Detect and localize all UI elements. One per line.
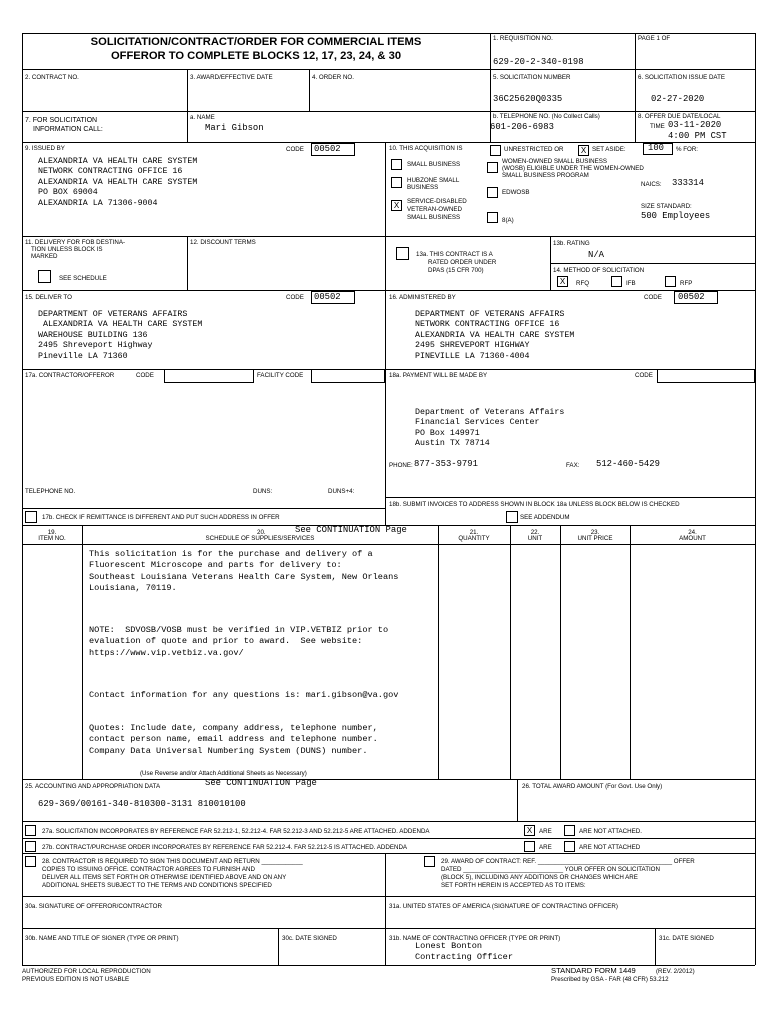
- page-label: PAGE 1 OF: [638, 35, 671, 42]
- rule: [22, 821, 755, 822]
- rfp-text: RFP: [680, 280, 693, 287]
- 27a-are-checkbox[interactable]: X: [524, 825, 535, 836]
- payment-phone-label: PHONE:: [389, 462, 413, 469]
- rule: [22, 853, 755, 854]
- set-aside-checkbox[interactable]: X: [578, 145, 589, 156]
- offer-due-time-label: TIME: [650, 123, 665, 130]
- rule: [22, 69, 755, 70]
- rule: [187, 69, 188, 111]
- deliver-to-code-label: CODE: [286, 294, 304, 301]
- rule: [630, 525, 631, 779]
- footer-prescribed: Prescribed by GSA - FAR (48 CFR) 53.212: [551, 976, 669, 983]
- accounting-continuation: See CONTINUATION Page: [205, 778, 317, 788]
- rule: [385, 497, 755, 498]
- administered-by-address: DEPARTMENT OF VETERANS AFFAIRS NETWORK CONTRACTING OFFICE 16 ALEXANDRIA VA HEALTH CARE SYSTEM 2495 SHREVEPORT HIGHWAY PINEVILLE LA 71360-4004: [415, 310, 575, 361]
- 28-line2: COPIES TO ISSUING OFFICE. CONTRACTOR AGREES TO FURNISH AND: [42, 866, 255, 873]
- solicitation-number-value[interactable]: 36C25620Q0335: [493, 94, 563, 104]
- payment-phone-value: 877-353-9791: [414, 459, 478, 469]
- rule: [309, 69, 310, 111]
- footer-previous-edition: PREVIOUS EDITION IS NOT USABLE: [22, 976, 130, 983]
- payment-code-label: CODE: [635, 372, 653, 379]
- offer-due-time-value[interactable]: 4:00 PM CST: [668, 131, 727, 141]
- 27b-are-not-text: ARE NOT ATTACHED: [579, 844, 641, 851]
- 27a-checkbox[interactable]: [25, 825, 36, 836]
- small-business-text: SMALL BUSINESS: [407, 161, 461, 168]
- fob-label-1: 11. DELIVERY FOR FOB DESTINA-: [25, 239, 126, 246]
- unrestricted-text: UNRESTRICTED OR: [504, 146, 564, 153]
- 27a-are-not-checkbox[interactable]: [564, 825, 575, 836]
- issue-date-value[interactable]: 02-27-2020: [651, 94, 705, 104]
- hubzone-text-2: BUSINESS: [407, 184, 439, 191]
- offer-due-label: 8. OFFER DUE DATE/LOCAL: [638, 113, 721, 120]
- size-standard-value[interactable]: 500 Employees: [641, 211, 711, 221]
- wosb-text-1: WOMEN-OWNED SMALL BUSINESS: [502, 158, 607, 165]
- rule: [22, 508, 385, 509]
- issued-by-address: ALEXANDRIA VA HEALTH CARE SYSTEM NETWORK CONTRACTING OFFICE 16 ALEXANDRIA VA HEALTH CARE SYSTEM PO BOX 69004 ALEXANDRIA LA 71306-9004: [38, 157, 198, 208]
- order-no-label: 4. ORDER NO.: [312, 74, 354, 81]
- size-standard-label: SIZE STANDARD:: [641, 203, 692, 210]
- contract-no-label: 2. CONTRACT NO.: [25, 74, 79, 81]
- see-schedule-checkbox[interactable]: [38, 270, 51, 283]
- rule: [560, 525, 561, 779]
- rule: [385, 853, 386, 965]
- rule: [385, 369, 386, 525]
- rule: [438, 525, 439, 779]
- payment-fax-label: FAX:: [566, 462, 580, 469]
- 27b-label: 27b. CONTRACT/PURCHASE ORDER INCORPORATES BY REFERENCE FAR 52.212-4. FAR 52.212-5 IS ATTACHED. ADDENDA: [42, 844, 408, 851]
- rule: [22, 896, 755, 897]
- col-unit-num: 22.: [530, 529, 540, 536]
- rule: [385, 236, 755, 237]
- addendum-checkbox[interactable]: [506, 511, 518, 523]
- col-unit-price-num: 23.: [590, 529, 600, 536]
- 29-checkbox[interactable]: [424, 856, 435, 867]
- 27a-label: 27a. SOLICITATION INCORPORATES BY REFERENCE FAR 52.212-1, 52.212-4. FAR 52.212-3 AND 52.212-5 ARE ATTACHED. ADDENDA: [42, 828, 430, 835]
- payment-code-box[interactable]: [657, 369, 755, 383]
- officer-name-label: 31b. NAME OF CONTRACTING OFFICER (TYPE OR PRINT): [389, 935, 561, 942]
- small-business-checkbox[interactable]: [391, 159, 402, 170]
- addendum-text: SEE ADDENDUM: [520, 514, 570, 521]
- col-item-label: ITEM NO.: [38, 535, 66, 542]
- rule: [517, 779, 518, 821]
- contractor-code-label: CODE: [136, 372, 154, 379]
- 28-line3: DELIVER ALL ITEMS SET FORTH OR OTHERWISE IDENTIFIED ABOVE AND ON ANY: [42, 874, 287, 881]
- edwosb-text: EDWOSB: [502, 189, 530, 196]
- rule: [385, 290, 386, 369]
- wosb-checkbox[interactable]: [487, 162, 498, 173]
- 29-line2: DATED _____________________________ YOUR OFFER ON SOLICITATION: [441, 866, 660, 873]
- invoice-label: 18b. SUBMIT INVOICES TO ADDRESS SHOWN IN BLOCK 18a UNLESS BLOCK BELOW IS CHECKED: [389, 501, 680, 508]
- us-signature-label: 31a. UNITED STATES OF AMERICA (SIGNATURE OF CONTRACTING OFFICER): [389, 903, 618, 910]
- rfq-text: RFQ: [576, 280, 590, 287]
- rule: [22, 779, 755, 780]
- rule: [22, 965, 755, 966]
- issued-by-label: 9. ISSUED BY: [25, 145, 65, 152]
- offeror-signature-label: 30a. SIGNATURE OF OFFEROR/CONTRACTOR: [25, 903, 162, 910]
- issue-date-label: 6. SOLICITATION ISSUE DATE: [638, 74, 725, 81]
- fob-label-2: TION UNLESS BLOCK IS: [31, 246, 103, 253]
- administered-by-code-value: 00502: [678, 292, 705, 302]
- wosb-text-2: (WOSB) ELIGIBLE UNDER THE WOMEN-OWNED: [502, 165, 644, 172]
- unrestricted-checkbox[interactable]: [490, 145, 501, 156]
- deliver-to-label: 15. DELIVER TO: [25, 294, 72, 301]
- issued-by-code-value: 00502: [314, 144, 341, 154]
- col-schedule-num: 20.: [257, 529, 266, 536]
- discount-terms-label: 12. DISCOUNT TERMS: [190, 239, 256, 246]
- rule: [22, 33, 755, 34]
- eight-a-checkbox[interactable]: [487, 212, 498, 223]
- rfq-checkbox[interactable]: X: [557, 276, 568, 287]
- hubzone-text-1: HUBZONE SMALL: [407, 177, 460, 184]
- rule: [22, 33, 23, 965]
- schedule-paragraph-2: NOTE: SDVOSB/VOSB must be verified in VIP.VETBIZ prior to evaluation of quote and prior to award. See website: https://www.vip.vetbiz.va.gov/: [89, 625, 389, 658]
- duns4-label: DUNS+4:: [328, 488, 355, 495]
- telephone-label: b. TELEPHONE NO. (No Collect Calls): [493, 113, 600, 120]
- 28-line4: ADDITIONAL SHEETS SUBJECT TO THE TERMS AND CONDITIONS SPECIFIED: [42, 882, 272, 889]
- offeror-date-label: 30c. DATE SIGNED: [282, 935, 337, 942]
- total-award-label: 26. TOTAL AWARD AMOUNT (For Govt. Use Only): [522, 783, 663, 790]
- contractor-telephone-label: TELEPHONE NO.: [25, 488, 76, 495]
- schedule-footnote: (Use Reverse and/or Attach Additional Sheets as Necessary): [140, 770, 307, 777]
- col-quantity-label: QUANTITY: [458, 535, 490, 542]
- col-unit-label: UNIT: [527, 535, 543, 542]
- 27b-are-not-checkbox[interactable]: [564, 841, 575, 852]
- offer-due-date-value[interactable]: 03-11-2020: [668, 120, 722, 130]
- administered-by-label: 16. ADMINISTERED BY: [389, 294, 456, 301]
- info-call-label-1: 7. FOR SOLICITATION: [25, 117, 98, 124]
- rating-label: 13b. RATING: [553, 240, 590, 247]
- duns-label: DUNS:: [253, 488, 273, 495]
- form-title-line2: OFFEROR TO COMPLETE BLOCKS 12, 17, 23, 24, & 30: [110, 50, 402, 62]
- requisition-label: 1. REQUISITION NO.: [493, 35, 553, 42]
- wosb-text-3: SMALL BUSINESS PROGRAM: [502, 172, 589, 179]
- edwosb-checkbox[interactable]: [487, 187, 498, 198]
- schedule-paragraph-1: This solicitation is for the purchase and delivery of a Fluorescent Microscope and parts for delivery to: Southeast Louisiana Veterans Health Care System, New Orleans Louisiana, 70119.: [89, 549, 399, 594]
- solicitation-number-label: 5. SOLICITATION NUMBER: [493, 74, 571, 81]
- col-schedule-label: SCHEDULE OF SUPPLIES/SERVICES: [205, 535, 315, 542]
- rule: [510, 525, 511, 779]
- info-call-label-2: INFORMATION CALL:: [33, 126, 103, 133]
- col-schedule-continuation: See CONTINUATION Page: [295, 525, 407, 535]
- administered-by-code-label: CODE: [644, 294, 662, 301]
- payment-address: Department of Veterans Affairs Financial Services Center PO Box 149971 Austin TX 78714: [415, 408, 565, 449]
- col-quantity-num: 21.: [469, 529, 479, 536]
- form-title-line1: SOLICITATION/CONTRACT/ORDER FOR COMMERCIAL ITEMS: [90, 36, 422, 48]
- payment-fax-value: 512-460-5429: [596, 459, 660, 469]
- rated-order-label-3: DPAS (15 CFR 700): [428, 267, 484, 274]
- contact-name-value[interactable]: Mari Gibson: [205, 123, 264, 133]
- facility-code-label: FACILITY CODE: [257, 372, 304, 379]
- 29-line3: (BLOCK 5), INCLUDING ANY ADDITIONS OR CHANGES WHICH ARE: [441, 874, 638, 881]
- 27b-are-checkbox[interactable]: [524, 841, 535, 852]
- percent-for-text: % FOR:: [676, 146, 699, 153]
- remittance-checkbox[interactable]: [25, 511, 37, 523]
- accounting-value[interactable]: 629-369/00161-340-810300-3131 810010100: [38, 799, 246, 809]
- award-date-label: 3. AWARD/EFFECTIVE DATE: [190, 74, 273, 81]
- telephone-value[interactable]: 601-206-6983: [490, 122, 554, 132]
- name-label: a. NAME: [190, 114, 215, 121]
- rating-value[interactable]: N/A: [588, 250, 604, 260]
- rule: [22, 290, 755, 291]
- payment-label: 18a. PAYMENT WILL BE MADE BY: [389, 372, 488, 379]
- rule: [490, 33, 491, 69]
- rated-order-label-2: RATED ORDER UNDER: [428, 259, 497, 266]
- method-label: 14. METHOD OF SOLICITATION: [553, 267, 645, 274]
- 28-line1: 28. CONTRACTOR IS REQUIRED TO SIGN THIS DOCUMENT AND RETURN ____________: [42, 858, 303, 865]
- 27b-checkbox[interactable]: [25, 841, 36, 852]
- footer-reproduction: AUTHORIZED FOR LOCAL REPRODUCTION: [22, 968, 151, 975]
- rule: [755, 33, 756, 965]
- ifb-checkbox[interactable]: [611, 276, 622, 287]
- sdvosb-text-3: SMALL BUSINESS: [407, 214, 461, 221]
- remittance-label: 17b. CHECK IF REMITTANCE IS DIFFERENT AND PUT SUCH ADDRESS IN OFFER: [42, 514, 280, 521]
- 28-checkbox[interactable]: [25, 856, 36, 867]
- rule: [22, 928, 755, 929]
- officer-name-value[interactable]: Lonest Bonton: [415, 941, 483, 951]
- contractor-label: 17a. CONTRACTOR/OFFEROR: [25, 372, 115, 379]
- col-amount-num: 24.: [688, 529, 697, 536]
- footer-form-name: STANDARD FORM 1449: [551, 966, 636, 975]
- signer-name-label: 30b. NAME AND TITLE OF SIGNER (TYPE OR PRINT): [25, 935, 179, 942]
- rule: [22, 369, 755, 370]
- rule: [22, 236, 385, 237]
- rule: [22, 838, 755, 839]
- rule: [22, 544, 755, 545]
- percent-value: 100: [648, 143, 664, 153]
- 27a-are-not-text: ARE NOT ATTACHED.: [579, 828, 642, 835]
- set-aside-text: SET ASIDE:: [592, 146, 626, 153]
- col-unit-price-label: UNIT PRICE: [577, 535, 613, 542]
- rfp-checkbox[interactable]: [665, 276, 676, 287]
- deliver-to-code-value: 00502: [314, 292, 341, 302]
- col-amount-label: AMOUNT: [679, 535, 706, 542]
- rated-order-label-1: 13a. THIS CONTRACT IS A: [416, 251, 493, 258]
- 27b-are-text: ARE: [539, 844, 552, 851]
- rule: [655, 928, 656, 965]
- fob-label-3: MARKED: [31, 253, 58, 260]
- rule: [82, 525, 83, 779]
- rule: [187, 236, 188, 290]
- officer-date-label: 31c. DATE SIGNED: [659, 935, 714, 942]
- accounting-label: 25. ACCOUNTING AND APPROPRIATION DATA: [25, 783, 161, 790]
- 29-line4: SET FORTH HEREIN IS ACCEPTED AS TO ITEMS:: [441, 882, 586, 889]
- rule: [187, 111, 188, 142]
- rule: [278, 928, 279, 965]
- rule: [635, 33, 636, 69]
- officer-title-value[interactable]: Contracting Officer: [415, 952, 513, 962]
- rated-order-checkbox[interactable]: [396, 247, 409, 260]
- rule: [22, 111, 755, 112]
- facility-code-box[interactable]: [311, 369, 385, 383]
- acquisition-label: 10. THIS ACQUISITION IS: [389, 145, 463, 152]
- naics-label: NAICS:: [641, 181, 662, 188]
- 27a-are-text: ARE: [539, 828, 552, 835]
- contractor-code-box[interactable]: [164, 369, 254, 383]
- rule: [635, 69, 636, 142]
- col-item-num: 19.: [47, 529, 57, 536]
- naics-value[interactable]: 333314: [672, 178, 704, 188]
- sdvosb-checkbox[interactable]: X: [391, 200, 402, 211]
- hubzone-checkbox[interactable]: [391, 177, 402, 188]
- see-schedule-text: SEE SCHEDULE: [59, 275, 107, 282]
- rule: [550, 263, 755, 264]
- eight-a-text: 8(A): [502, 217, 514, 224]
- rule: [385, 142, 386, 290]
- schedule-paragraph-3: Contact information for any questions is: mari.gibson@va.gov: [89, 690, 399, 700]
- footer-revision: (REV. 2/2012): [656, 968, 695, 975]
- issued-by-code-label: CODE: [286, 146, 304, 153]
- schedule-paragraph-4: Quotes: Include date, company address, telephone number, contact person name, email address and telephone number. Company Data Universal Numbering System (DUNS) number.: [89, 723, 378, 756]
- deliver-to-address: DEPARTMENT OF VETERANS AFFAIRS ALEXANDRIA VA HEALTH CARE SYSTEM WAREHOUSE BUILDING 136 2495 Shreveport Highway Pineville LA 71360: [38, 310, 203, 361]
- ifb-text: IFB: [626, 280, 636, 287]
- requisition-value[interactable]: 629-20-2-340-0198: [493, 57, 584, 67]
- sdvosb-text-1: SERVICE-DISABLED: [407, 198, 467, 205]
- 29-line1: 29. AWARD OF CONTRACT: REF. _______________________________________ OFFER: [441, 858, 695, 865]
- sdvosb-text-2: VETERAN-OWNED: [407, 206, 463, 213]
